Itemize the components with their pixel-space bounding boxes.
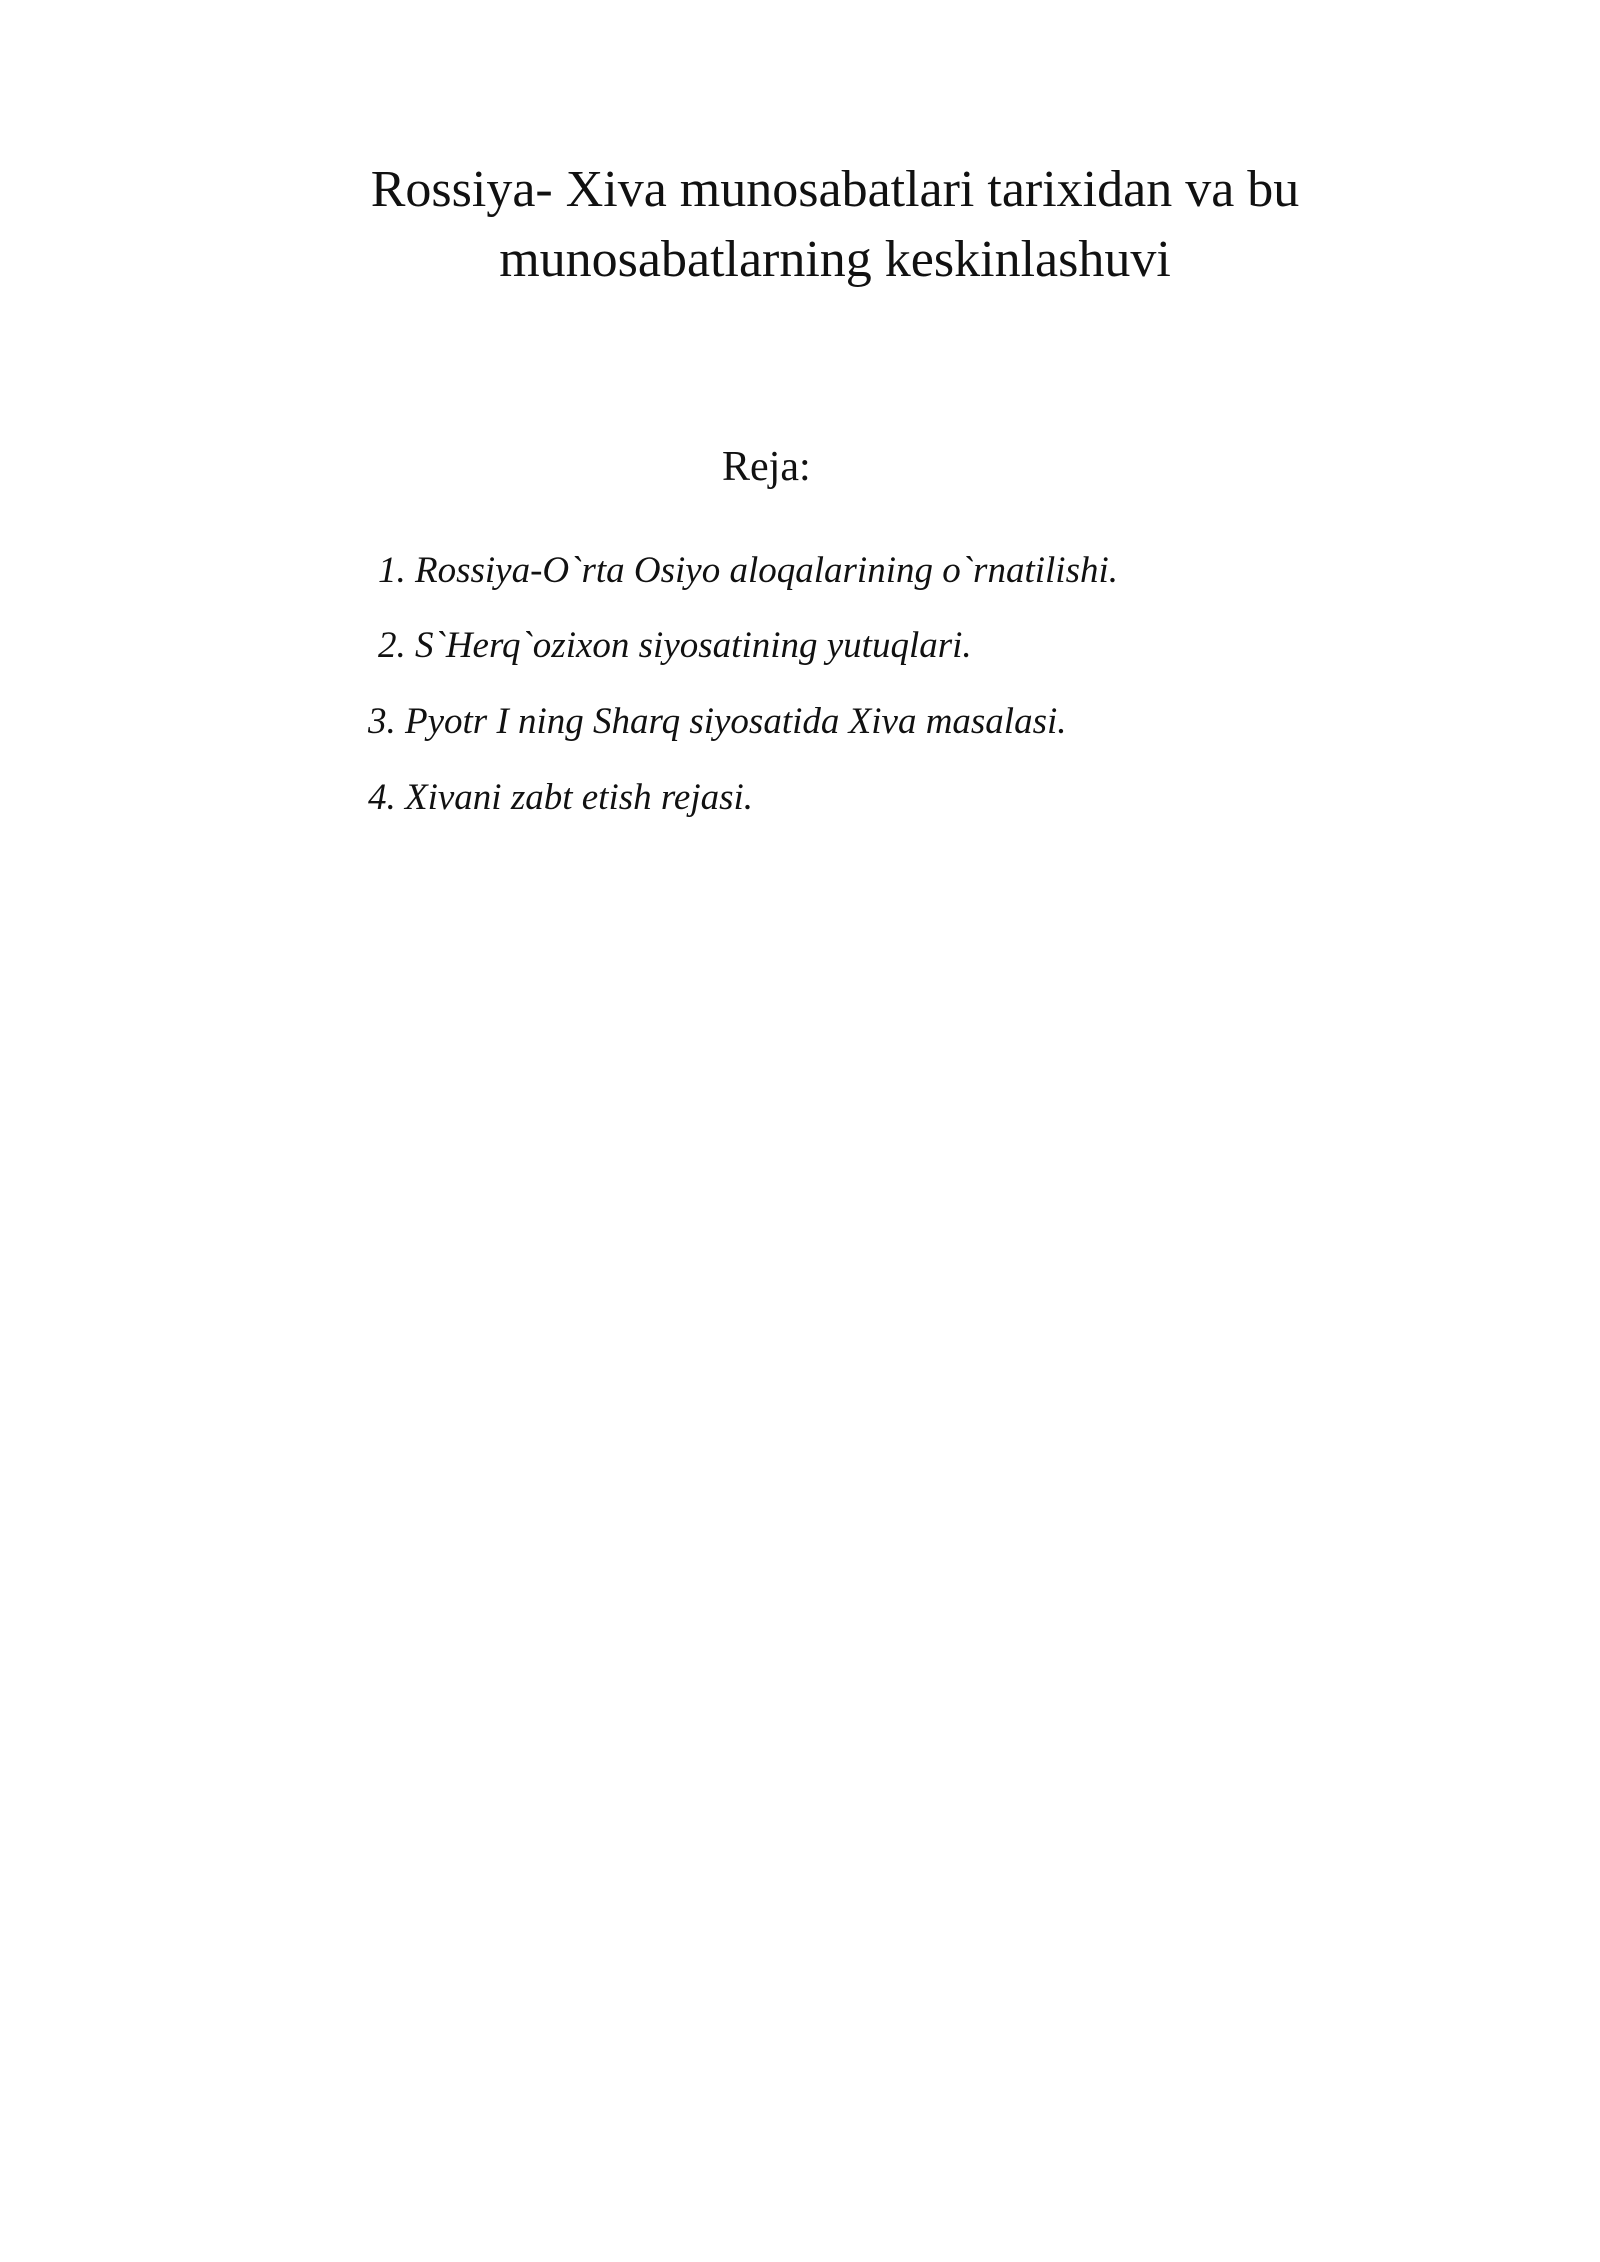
plan-item-number: 3. bbox=[368, 701, 396, 742]
plan-item-text: Rossiya-O`rta Osiyo aloqalarining o`rnatilishi. bbox=[415, 550, 1118, 591]
plan-item bbox=[378, 549, 1118, 593]
document-title-line-2: munosabatlarning keskinlashuvi bbox=[499, 231, 1171, 288]
plan-item-text: Xivani zabt etish rejasi. bbox=[405, 777, 754, 818]
plan-item-number: 1. bbox=[378, 550, 406, 591]
plan-item bbox=[368, 776, 753, 820]
plan-item-number: 2. bbox=[378, 625, 406, 666]
plan-item-number: 4. bbox=[368, 777, 396, 818]
plan-item bbox=[368, 700, 1067, 744]
plan-heading: Reja: bbox=[722, 444, 811, 490]
plan-item-text: Pyotr I ning Sharq siyosatida Xiva masalasi. bbox=[405, 701, 1067, 742]
document-title-line-1: Rossiya- Xiva munosabatlari tarixidan va bu bbox=[370, 161, 1300, 218]
plan-item bbox=[378, 624, 972, 668]
plan-item-text: S`Herq`ozixon siyosatining yutuqlari. bbox=[415, 625, 972, 666]
